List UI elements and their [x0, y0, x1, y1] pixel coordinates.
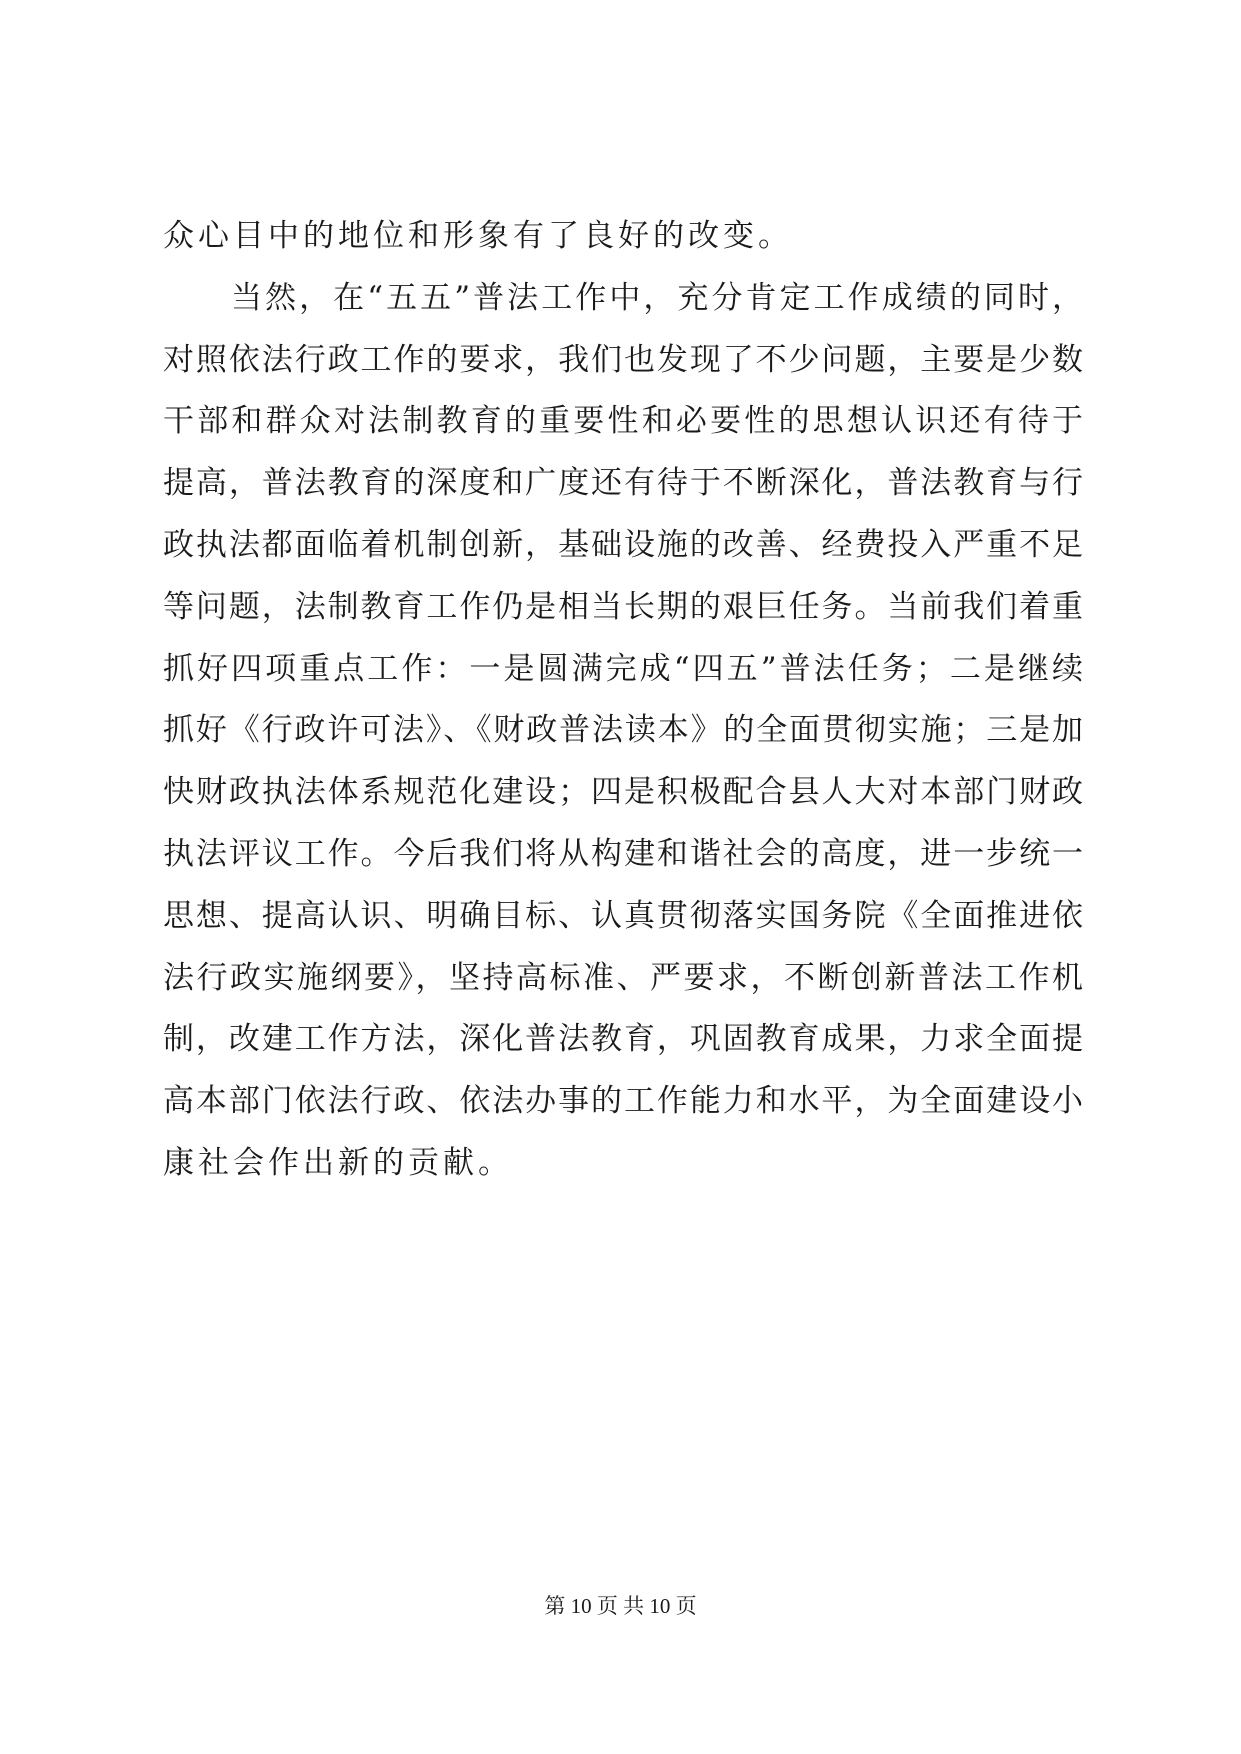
text-line: 等问题，法制教育工作仍是相当长期的艰巨任务。当前我们着重: [163, 588, 1083, 625]
text-line: 制，改建工作方法，深化普法教育，巩固教育成果，力求全面提: [163, 1021, 1083, 1058]
body-text: [163, 206, 1083, 1195]
text-line: 干部和群众对法制教育的重要性和必要性的思想认识还有待于: [163, 403, 1083, 440]
text-line: 政执法都面临着机制创新，基础设施的改善、经费投入严重不足: [163, 526, 1083, 563]
text-line: 执法评议工作。今后我们将从构建和谐社会的高度，进一步统一: [163, 835, 1083, 872]
page-number-footer: 第 10 页 共 10 页: [544, 1594, 697, 1618]
text-line: 当然，在“五五”普法工作中，充分肯定工作成绩的同时，: [231, 279, 1083, 316]
text-line: 高本部门依法行政、依法办事的工作能力和水平，为全面建设小: [163, 1083, 1083, 1120]
text-line: 提高，普法教育的深度和广度还有待于不断深化，普法教育与行: [163, 465, 1083, 502]
text-line: 康社会作出新的贡献。: [163, 1144, 513, 1181]
text-line: 对照依法行政工作的要求，我们也发现了不少问题，主要是少数: [163, 341, 1083, 378]
text-line: 抓好四项重点工作：一是圆满完成“四五”普法任务；二是继续: [163, 650, 1083, 687]
text-line: 法行政实施纲要》，坚持高标准、严要求，不断创新普法工作机: [163, 959, 1083, 996]
text-line: 众心目中的地位和形象有了良好的改变。: [163, 218, 793, 254]
text-line: 抓好《行政许可法》、《财政普法读本》的全面贯彻实施；三是加: [163, 712, 1083, 749]
text-line: 快财政执法体系规范化建设；四是积极配合县人大对本部门财政: [163, 774, 1083, 811]
text-line: 思想、提高认识、明确目标、认真贯彻落实国务院《全面推进依: [163, 897, 1083, 934]
